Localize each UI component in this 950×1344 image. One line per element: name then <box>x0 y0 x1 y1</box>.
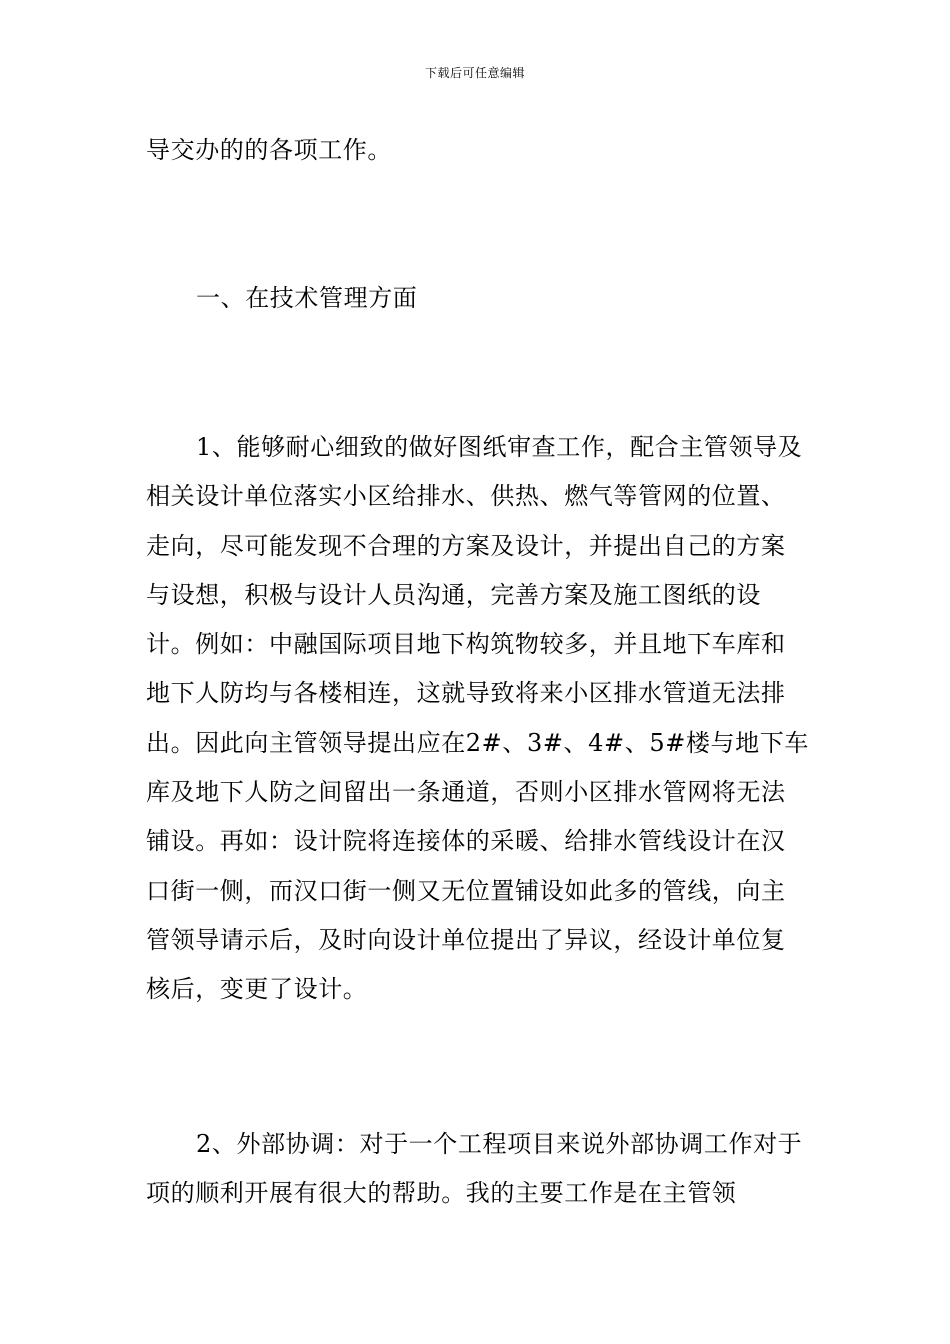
paragraph-external-coordination: 2、外部协调：对于一个工程项目来说外部协调工作对于项的顺利开展有很大的帮助。我的主要工作是在主管领 <box>146 1130 803 1208</box>
section-heading-technical-management: 一、在技术管理方面 <box>196 284 418 312</box>
page-header-note: 下载后可任意编辑 <box>424 66 525 80</box>
paragraph-continuation: 导交办的的各项工作。 <box>146 136 392 164</box>
paragraph-drawing-review: 1、能够耐心细致的做好图纸审查工作，配合主管领导及相关设计单位落实小区给排水、供热、燃气等管网的位置、走向，尽可能发现不合理的方案及设计，并提出自己的方案与设想，积极与设计人员沟通，完善方案及施工图纸的设计。例如：中融国际项目地下构筑物较多，并且地下车库和地下人防均与各楼相连，这就导致将来小区排水管道无法排出。因此向主管领导提出应在2#、3#、4#、5#楼与地下车库及地下人防之间留出一条通道，否则小区排水管网将无法铺设。再如：设计院将连接体的采暖、给排水管线设计在汉口街一侧，而汉口街一侧又无位置铺设如此多的管线，向主管领导请示后，及时向设计单位提出了异议，经设计单位复核后，变更了设计。 <box>146 433 809 1004</box>
